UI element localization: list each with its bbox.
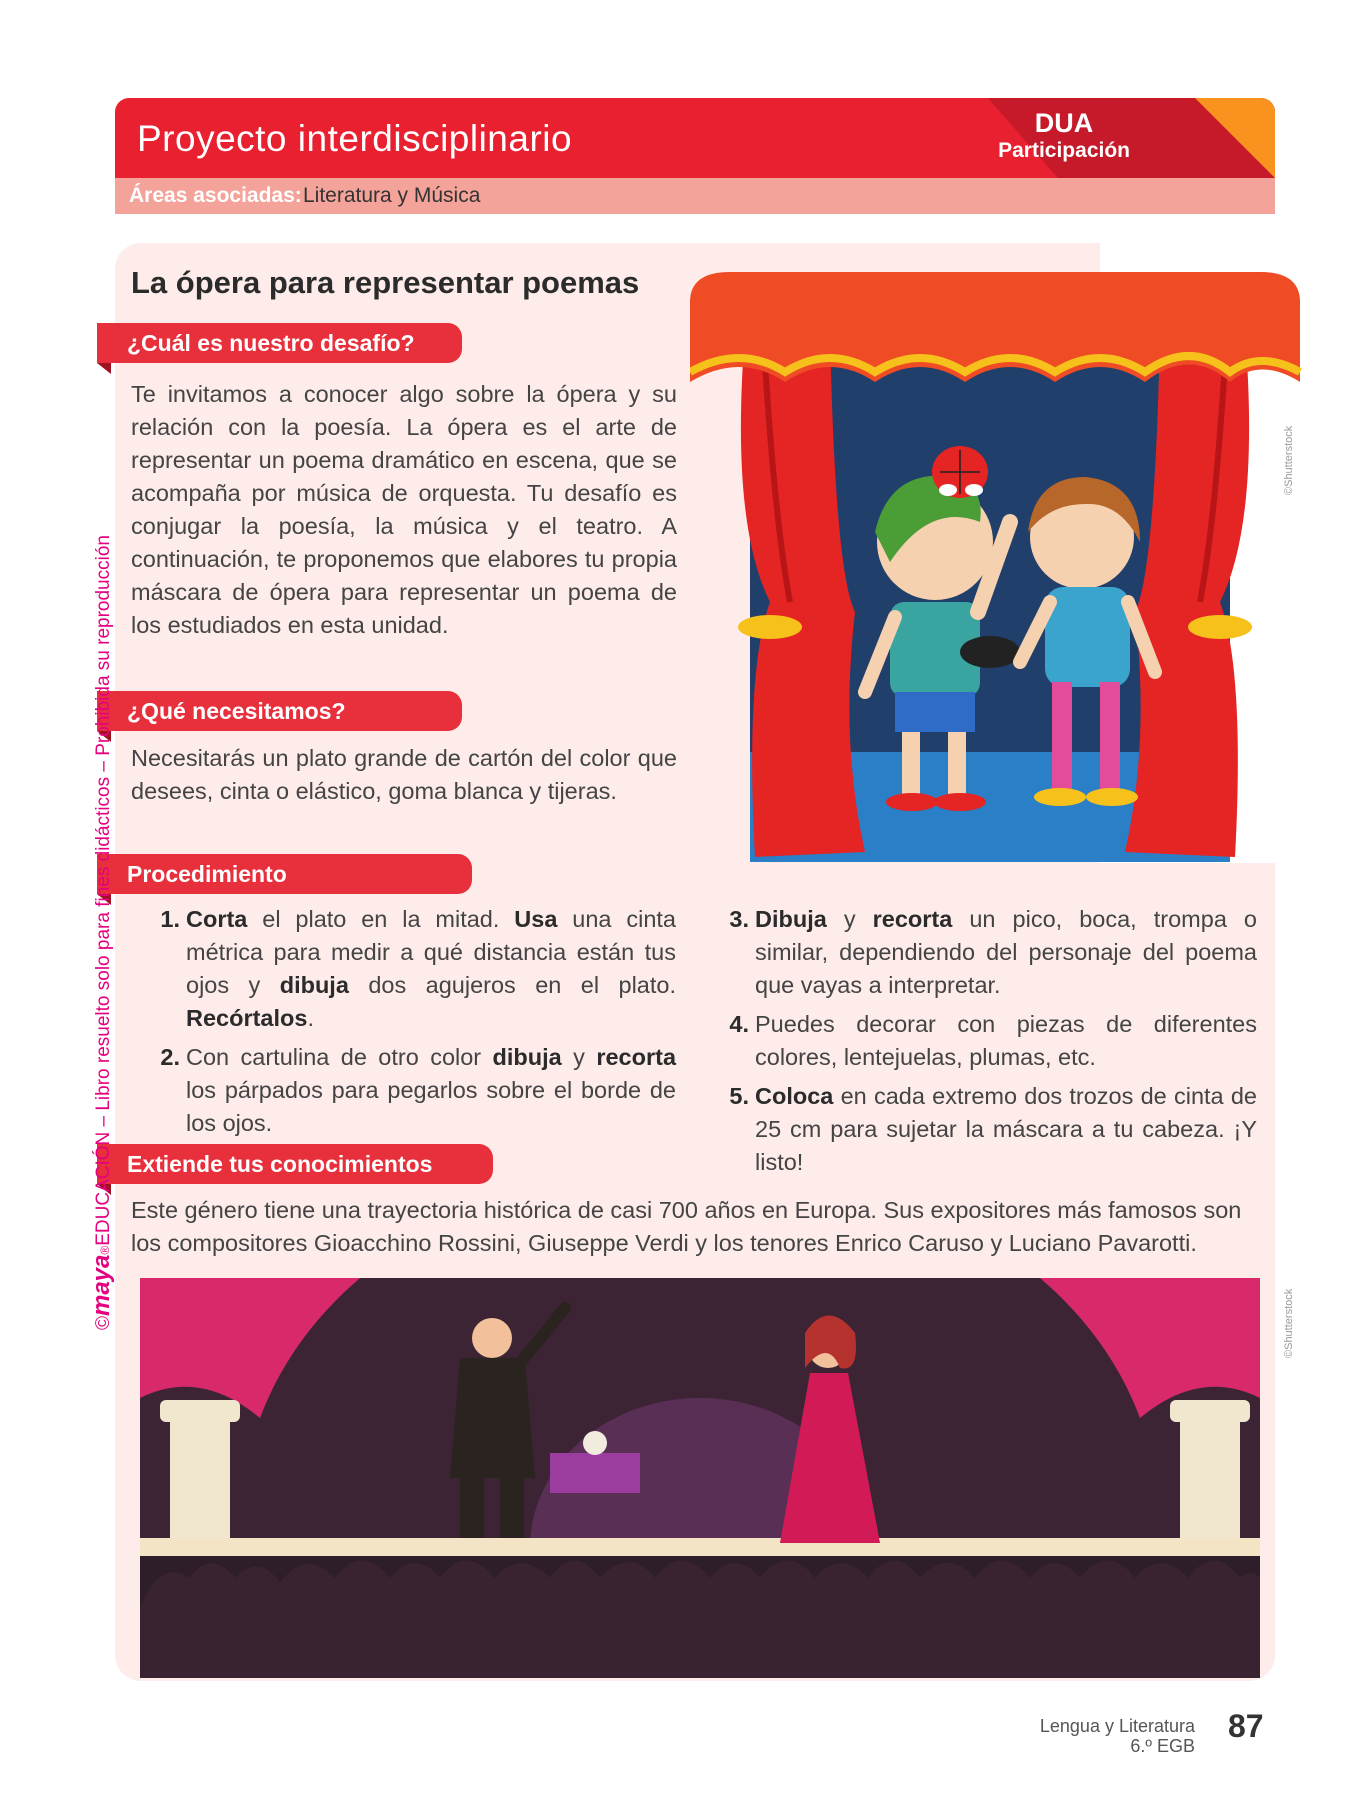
step-keyword: Coloca: [755, 1083, 834, 1109]
areas-key: Áreas asociadas:: [129, 184, 302, 207]
step-keyword: Dibuja: [755, 906, 827, 932]
needs-text: Necesitarás un plato grande de cartón del color que desees, cinta o elástico, goma blanca y tijeras.: [131, 745, 677, 804]
step-number: 1.: [160, 906, 180, 932]
skull-prop: [583, 1431, 607, 1455]
step-keyword: recorta: [872, 906, 953, 932]
procedure-steps-left: [140, 903, 676, 1146]
opera-stage-illustration: [140, 1278, 1260, 1678]
dua-badge: [998, 108, 1130, 163]
step-number: 5.: [729, 1083, 749, 1109]
altar-block: [550, 1453, 640, 1493]
footer-subject-block: [1040, 1716, 1195, 1756]
step-number: 2.: [160, 1044, 180, 1070]
dua-sub: Participación: [998, 139, 1130, 162]
challenge-heading: ¿Cuál es nuestro desafío?: [97, 323, 462, 363]
project-title: Proyecto interdisciplinario: [137, 118, 573, 159]
brand-logo-text: maya: [88, 1254, 115, 1316]
areas-bar: [115, 178, 1275, 214]
step-number: 3.: [729, 906, 749, 932]
dua-label: DUA: [1034, 108, 1094, 138]
procedure-step: [709, 903, 1257, 1002]
procedure-step: [709, 1008, 1257, 1074]
procedure-step: [709, 1080, 1257, 1179]
footer-grade: 6.º EGB: [1130, 1736, 1195, 1756]
registered-mark: ®: [98, 1245, 112, 1255]
step-text: el plato en la mitad.: [247, 906, 515, 932]
step-text: y: [826, 906, 873, 932]
procedure-step: [140, 903, 676, 1035]
extend-heading: Extiende tus conocimientos: [97, 1144, 493, 1184]
image-credit-1: ©Shutterstock: [1283, 425, 1295, 495]
step-keyword: dibuja: [492, 1044, 562, 1070]
step-text: .: [307, 1005, 314, 1031]
step-keyword: dibuja: [279, 972, 349, 998]
step-text: una cinta métrica para medir a qué distancia están tus ojos y: [186, 906, 676, 998]
audience-silhouettes: [140, 1561, 1260, 1679]
side-copyright-notice: [88, 535, 116, 1330]
procedure-step: [140, 1041, 676, 1140]
copyright-symbol: ©: [93, 1316, 114, 1330]
puppet-theater-illustration: [690, 272, 1302, 864]
image-credit-2: ©Shutterstock: [1283, 1288, 1295, 1358]
step-keyword: Corta: [186, 906, 248, 932]
procedure-heading: Procedimiento: [97, 854, 472, 894]
step-text: Puedes decorar con piezas de diferentes colores, lentejuelas, plumas, etc.: [755, 1011, 1257, 1070]
step-text: dos agujeros en el plato.: [348, 972, 676, 998]
procedure-steps-right: [709, 903, 1257, 1185]
step-keyword: Usa: [514, 906, 558, 932]
step-keyword: Recórtalos: [186, 1005, 308, 1031]
step-text: y: [561, 1044, 597, 1070]
step-keyword: recorta: [596, 1044, 677, 1070]
footer-subject: Lengua y Literatura: [1039, 1716, 1195, 1736]
challenge-text: Te invitamos a conocer algo sobre la ópera y su relación con la poesía. La ópera es el arte de representar un poema dramático en escena, que se acompaña por música de orquesta. Tu desafío es conjugar la poesía, la música y el teatro. A continuación, te proponemos que elabores tu propia máscara de ópera para representar un poema de los estudiados en esta unidad.: [131, 381, 677, 638]
page-number: 87: [1228, 1708, 1264, 1744]
step-text: los párpados para pegarlos sobre el borde de los ojos.: [186, 1077, 676, 1136]
areas-value: Literatura y Música: [303, 184, 481, 207]
step-text: en cada extremo dos trozos de cinta de 25 cm para sujetar la máscara a tu cabeza. ¡Y listo!: [755, 1083, 1257, 1175]
step-text: un pico, boca, trompa o similar, dependiendo del personaje del poema que vayas a interpretar.: [755, 906, 1257, 998]
step-number: 4.: [729, 1011, 749, 1037]
needs-heading: ¿Qué necesitamos?: [97, 691, 462, 731]
project-header: [115, 98, 1275, 178]
section-title: La ópera para representar poemas: [131, 265, 640, 300]
side-notice-text: EDUCACIÓN – Libro resuelto solo para fines didácticos – Prohibida su reproducción: [93, 535, 114, 1246]
step-text: Con cartulina de otro color: [186, 1044, 493, 1070]
extend-text: Este género tiene una trayectoria histórica de casi 700 años en Europa. Sus expositores más famosos son los compositores Gioacchino Rossini, Giuseppe Verdi y los tenores Enrico Caruso y Luciano Pavarotti.: [131, 1197, 1242, 1256]
